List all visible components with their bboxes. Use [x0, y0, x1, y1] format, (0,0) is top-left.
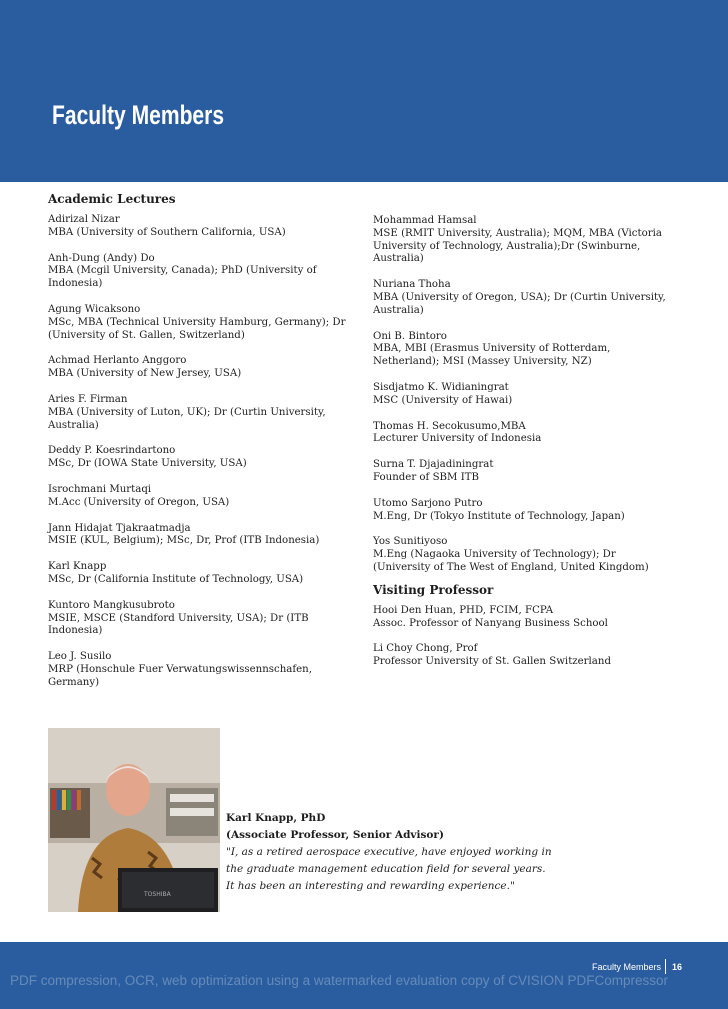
faculty-entry	[48, 600, 348, 638]
visiting-entry	[373, 605, 673, 631]
faculty-credentials: MBA, MBI (Erasmus University of Rotterdam, Netherland); MSI (Massey University, NZ)	[373, 343, 611, 368]
faculty-entry	[373, 331, 673, 369]
faculty-credentials: MBA (University of New Jersey, USA)	[48, 368, 242, 380]
faculty-credentials: MSc, Dr (IOWA State University, USA)	[48, 458, 247, 470]
faculty-credentials: MSc, MBA (Technical University Hamburg, Germany); Dr (University of St. Gallen, Switzerland)	[48, 316, 346, 341]
faculty-entry	[373, 382, 673, 408]
faculty-name: Oni B. Bintoro	[373, 330, 447, 342]
faculty-credentials: MRP (Honschule Fuer Verwatungswissennschafen, Germany)	[48, 663, 312, 688]
visiting-credentials: Professor University of St. Gallen Switzerland	[373, 656, 611, 668]
faculty-name: Karl Knapp	[48, 561, 107, 573]
visiting-name: Hooi Den Huan, PHD, FCIM, FCPA	[373, 604, 554, 616]
feature-name: Karl Knapp, PhD	[226, 812, 326, 824]
faculty-name: Leo J. Susilo	[48, 651, 112, 663]
faculty-entry	[373, 536, 673, 574]
faculty-credentials: MSE (RMIT University, Australia); MQM, MBA (Victoria University of Technology, Australia);Dr (Swinburne, Australia)	[373, 227, 662, 265]
faculty-entry	[373, 421, 673, 447]
faculty-name: Anh-Dung (Andy) Do	[48, 252, 155, 264]
faculty-credentials: MSc, Dr (California Institute of Technology, USA)	[48, 573, 304, 585]
faculty-entry	[373, 498, 673, 524]
faculty-name: Jann Hidajat Tjakraatmadja	[48, 522, 191, 534]
faculty-name: Mohammad Hamsal	[373, 215, 477, 226]
visiting-name: Li Choy Chong, Prof	[373, 643, 478, 655]
faculty-name: Yos Sunitiyoso	[373, 536, 448, 548]
faculty-credentials: MBA (University of Southern California, USA)	[48, 226, 286, 238]
faculty-entry	[48, 484, 348, 510]
faculty-entry	[48, 394, 348, 432]
faculty-name: Agung Wicaksono	[48, 303, 141, 315]
faculty-credentials: MSC (University of Hawai)	[373, 394, 513, 406]
faculty-name: Achmad Herlanto Anggoro	[48, 355, 187, 367]
feature-caption	[226, 810, 556, 895]
footer-section-label: Faculty Members	[591, 962, 661, 972]
faculty-credentials: MSIE (KUL, Belgium); MSc, Dr, Prof (ITB Indonesia)	[48, 535, 320, 547]
faculty-entry	[373, 459, 673, 485]
faculty-name: Deddy P. Koesrindartono	[48, 445, 176, 457]
right-column	[373, 215, 673, 682]
faculty-name: Sisdjatmo K. Widianingrat	[373, 381, 509, 393]
faculty-credentials: M.Acc (University of Oregon, USA)	[48, 496, 230, 508]
faculty-entry	[48, 304, 348, 342]
faculty-name: Kuntoro Mangkusubroto	[48, 599, 175, 611]
faculty-name: Surna T. Djajadiningrat	[373, 459, 494, 471]
faculty-entry	[48, 355, 348, 381]
faculty-name: Adirizal Nizar	[48, 214, 120, 225]
watermark-text: PDF compression, OCR, web optimization using a watermarked evaluation copy of CVISION PDFCompressor	[10, 973, 668, 988]
portrait-illustration	[48, 728, 220, 912]
faculty-entry	[48, 445, 348, 471]
faculty-credentials: MBA (University of Luton, UK); Dr (Curtin University, Australia)	[48, 406, 326, 431]
feature-role: (Associate Professor, Senior Advisor)	[226, 829, 444, 841]
faculty-entry	[48, 253, 348, 291]
feature-quote: "I, as a retired aerospace executive, have enjoyed working in the graduate management education field for several years. It has been an interesting and rewarding experience."	[226, 846, 552, 892]
faculty-name: Nuriana Thoha	[373, 279, 451, 291]
faculty-entry	[48, 214, 348, 240]
header-band	[0, 0, 728, 182]
faculty-name: Isrochmani Murtaqi	[48, 483, 152, 495]
page-title: Faculty Members	[52, 100, 225, 130]
faculty-name: Aries F. Firman	[48, 393, 128, 405]
faculty-credentials: MBA (Mcgil University, Canada); PhD (University of Indonesia)	[48, 265, 317, 290]
left-column	[48, 192, 348, 703]
footer-divider	[665, 959, 666, 974]
visiting-credentials: Assoc. Professor of Nanyang Business School	[373, 617, 608, 629]
faculty-credentials: M.Eng, Dr (Tokyo Institute of Technology, Japan)	[373, 510, 625, 522]
faculty-credentials: MBA (University of Oregon, USA); Dr (Curtin University, Australia)	[373, 291, 666, 316]
karl-knapp-photo	[48, 728, 220, 912]
faculty-credentials: Lecturer University of Indonesia	[373, 433, 542, 445]
faculty-entry	[373, 215, 673, 266]
laptop-brand-text: TOSHIBA	[144, 891, 171, 898]
faculty-entry	[48, 651, 348, 689]
faculty-credentials: MSIE, MSCE (Standford University, USA); Dr (ITB Indonesia)	[48, 612, 309, 637]
faculty-entry	[48, 523, 348, 549]
faculty-credentials: Founder of SBM ITB	[373, 471, 480, 483]
visiting-entry	[373, 643, 673, 669]
faculty-entry	[48, 561, 348, 587]
page-number: 16	[672, 962, 683, 972]
visiting-professor-heading: Visiting Professor	[373, 582, 494, 597]
faculty-name: Thomas H. Secokusumo,MBA	[373, 420, 526, 432]
academic-lectures-heading: Academic Lectures	[48, 192, 176, 206]
faculty-name: Utomo Sarjono Putro	[373, 497, 483, 509]
faculty-entry	[373, 279, 673, 317]
faculty-credentials: M.Eng (Nagaoka University of Technology); Dr (University of The West of England, United Kingdom)	[373, 549, 649, 573]
